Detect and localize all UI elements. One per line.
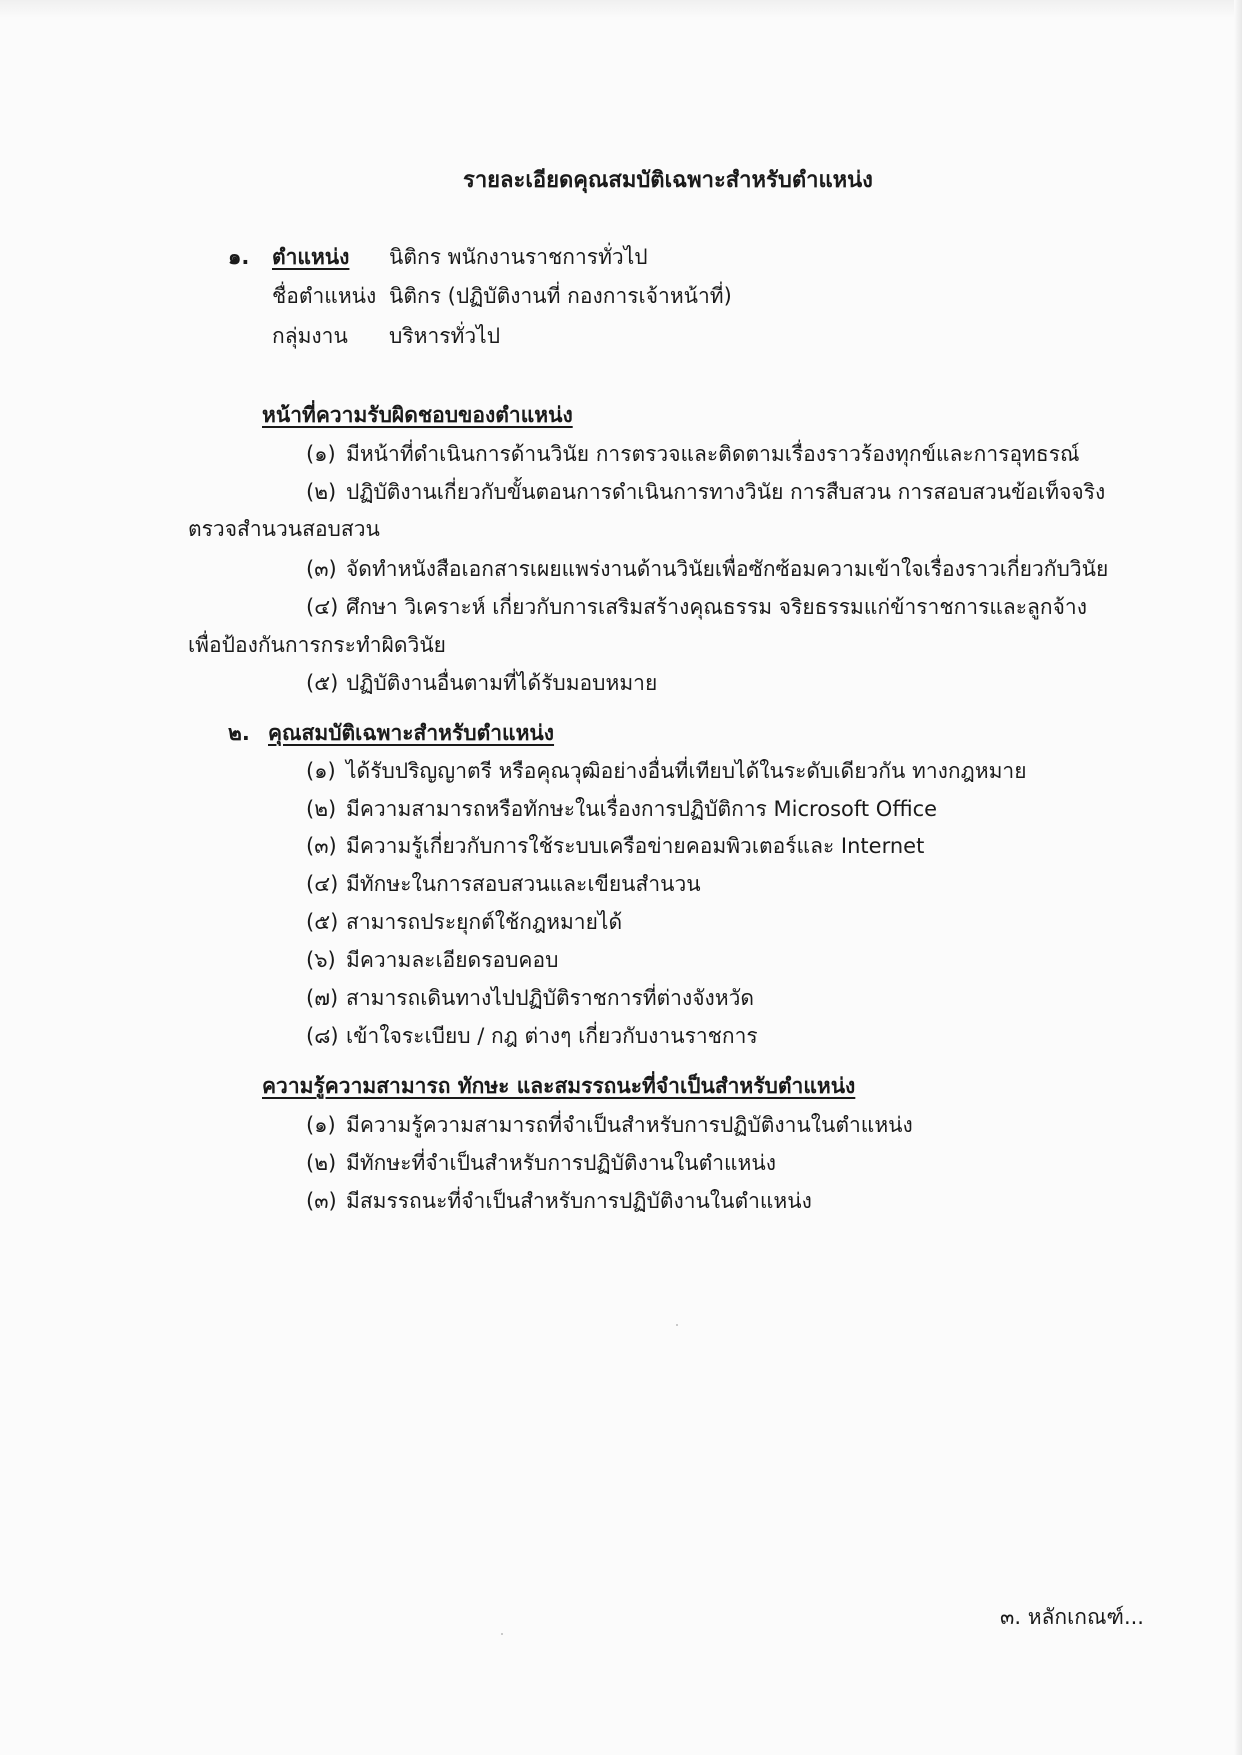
section2-number: ๒. bbox=[228, 721, 250, 745]
work-group-value: บริหารทั่วไป bbox=[389, 324, 501, 348]
position-name-value: นิติกร (ปฏิบัติงานที่ กองการเจ้าหน้าที่) bbox=[389, 284, 732, 308]
scan-edge-top bbox=[0, 0, 1242, 18]
list-item: (๑) มีหน้าที่ดำเนินการด้านวินัย การตรวจและติดตามเรื่องราวร้องทุกข์และการอุทธรณ์ bbox=[306, 442, 1080, 466]
list-item-continuation: เพื่อป้องกันการกระทำผิดวินัย bbox=[188, 633, 446, 657]
work-group-row bbox=[272, 321, 500, 351]
section1-number: ๑. bbox=[228, 245, 250, 269]
knowledge-heading: ความรู้ความสามารถ ทักษะ และสมรรถนะที่จำเป็นสำหรับตำแหน่ง bbox=[262, 1074, 856, 1098]
list-item: (๕) สามารถประยุกต์ใช้กฎหมายได้ bbox=[306, 910, 623, 934]
list-item: (๑) มีความรู้ความสามารถที่จำเป็นสำหรับการปฏิบัติงานในตำแหน่ง bbox=[306, 1113, 913, 1137]
list-item: (๓) จัดทำหนังสือเอกสารเผยแพร่งานด้านวินัยเพื่อซักซ้อมความเข้าใจเรื่องราวเกี่ยวกับวินัย bbox=[306, 557, 1109, 581]
list-item: (๒) ปฏิบัติงานเกี่ยวกับขั้นตอนการดำเนินการทางวินัย การสืบสวน การสอบสวนข้อเท็จจริง bbox=[306, 480, 1106, 504]
position-row bbox=[228, 242, 648, 272]
list-item: (๒) มีทักษะที่จำเป็นสำหรับการปฏิบัติงานในตำแหน่ง bbox=[306, 1151, 776, 1175]
scan-speck bbox=[676, 1324, 678, 1326]
position-name-label: ชื่อตำแหน่ง bbox=[272, 284, 377, 308]
scan-speck bbox=[501, 1633, 503, 1635]
duties-heading: หน้าที่ความรับผิดชอบของตำแหน่ง bbox=[262, 403, 573, 427]
document-title: รายละเอียดคุณสมบัติเฉพาะสำหรับตำแหน่ง bbox=[463, 168, 873, 193]
list-item: (๕) ปฏิบัติงานอื่นตามที่ได้รับมอบหมาย bbox=[306, 671, 658, 695]
list-item: (๔) ศึกษา วิเคราะห์ เกี่ยวกับการเสริมสร้างคุณธรรม จริยธรรมแก่ข้าราชการและลูกจ้าง bbox=[306, 595, 1087, 619]
list-item: (๘) เข้าใจระเบียบ / กฎ ต่างๆ เกี่ยวกับงานราชการ bbox=[306, 1024, 758, 1048]
section2-heading: คุณสมบัติเฉพาะสำหรับตำแหน่ง bbox=[268, 721, 555, 745]
list-item: (๓) มีความรู้เกี่ยวกับการใช้ระบบเครือข่ายคอมพิวเตอร์และ Internet bbox=[306, 834, 925, 858]
position-label: ตำแหน่ง bbox=[272, 245, 350, 269]
position-name-row bbox=[272, 281, 732, 311]
position-value: นิติกร พนักงานราชการทั่วไป bbox=[389, 245, 648, 269]
list-item: (๓) มีสมรรถนะที่จำเป็นสำหรับการปฏิบัติงานในตำแหน่ง bbox=[306, 1189, 812, 1213]
list-item-continuation: ตรวจสำนวนสอบสวน bbox=[188, 517, 380, 541]
next-page-marker: ๓. หลักเกณฑ์... bbox=[1000, 1605, 1144, 1629]
scan-edge-right bbox=[1234, 0, 1242, 1755]
list-item: (๒) มีความสามารถหรือทักษะในเรื่องการปฏิบัติการ Microsoft Office bbox=[306, 797, 938, 821]
list-item: (๑) ได้รับปริญญาตรี หรือคุณวุฒิอย่างอื่นที่เทียบได้ในระดับเดียวกัน ทางกฎหมาย bbox=[306, 759, 1027, 783]
work-group-label: กลุ่มงาน bbox=[272, 324, 348, 348]
list-item: (๖) มีความละเอียดรอบคอบ bbox=[306, 948, 559, 972]
list-item: (๗) สามารถเดินทางไปปฏิบัติราชการที่ต่างจังหวัด bbox=[306, 986, 755, 1010]
section2-heading-row bbox=[228, 718, 554, 748]
list-item: (๔) มีทักษะในการสอบสวนและเขียนสำนวน bbox=[306, 872, 701, 896]
